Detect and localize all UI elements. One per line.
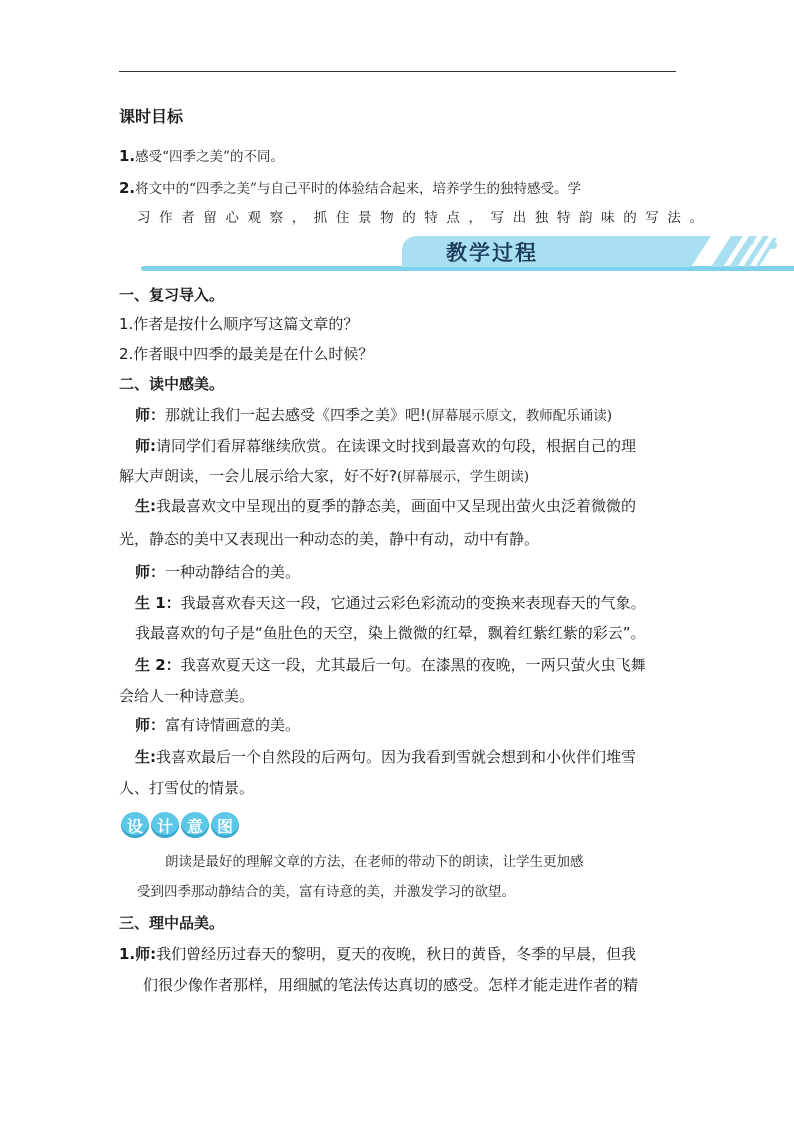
design-intent-text-2: 受到四季那动静结合的美，富有诗意的美，并激发学习的欲望。 [137, 884, 515, 900]
dialogue-line-2 [135, 436, 636, 456]
dialogue-line-12 [135, 747, 636, 767]
dialogue-line-5: 光，静态的美中又表现出一种动态的美，静中有动，动中有静。 [119, 530, 540, 548]
section1-q2: 2.作者眼中四季的最美是在什么时候？ [119, 345, 374, 363]
speaker-teacher: 师： [135, 406, 166, 424]
goals-heading: 课时目标 [119, 107, 184, 126]
goal-1-number: 1. [119, 147, 136, 165]
dialogue-line-1 [135, 405, 612, 426]
dialogue-text: 那就让我们一起去感受《四季之美》吧! [165, 406, 427, 424]
goal-2-text: 将文中的“四季之美”与自己平时的体验结合起来，培养学生的独特感受。学 [135, 181, 581, 197]
dialogue-line-9 [135, 655, 646, 675]
dialogue-text: 我喜欢夏天这一段，尤其最后一句。在漆黑的夜晚，一两只萤火虫飞舞 [180, 656, 646, 674]
stage-note: (屏幕展示原文，教师配乐诵读) [426, 408, 613, 424]
speaker-student: 生: [135, 748, 156, 766]
dialogue-text: 我们曾经历过春天的黎明，夏天的夜晚，秋日的黄昏，冬季的早晨，但我 [156, 945, 637, 963]
speaker-teacher: 师： [135, 716, 166, 734]
speaker-student-1: 生 1： [135, 594, 181, 612]
item-number: 1. [119, 945, 136, 963]
banner-stripes-icon [551, 236, 794, 267]
speaker-teacher: 师: [135, 437, 156, 455]
goal-2-number: 2. [119, 179, 136, 197]
banner-title: 教学过程 [446, 241, 538, 265]
dialogue-line-8: 我最喜欢的句子是“鱼肚色的天空，染上微微的红晕，飘着红紫红紫的彩云”。 [135, 624, 646, 642]
badge-char: 意 [181, 812, 209, 838]
section3-line-1 [119, 944, 636, 964]
goal-2-continuation: 习作者留心观察，抓住景物的特点，写出独特韵味的写法。 [137, 210, 712, 226]
badge-char: 图 [211, 812, 239, 838]
goal-1-text: 感受“四季之美”的不同。 [135, 149, 284, 165]
goal-item-1 [119, 146, 284, 167]
section1-heading: 一、复习导入。 [119, 286, 225, 304]
speaker-teacher: 师： [135, 563, 166, 581]
badge-char: 设 [121, 812, 149, 838]
dialogue-text: 我最喜欢春天这一段，它通过云彩色彩流动的变换来表现春天的气象。 [180, 594, 646, 612]
header-rule [119, 71, 676, 72]
dialogue-text: 我喜欢最后一个自然段的后两句。因为我看到雪就会想到和小伙伴们堆雪 [156, 748, 637, 766]
dialogue-text: 富有诗情画意的美。 [165, 716, 301, 734]
dialogue-text: 请同学们看屏幕继续欣赏。在读课文时找到最喜欢的句段，根据自己的理 [156, 437, 637, 455]
dialogue-line-11 [135, 715, 300, 735]
speaker-student-2: 生 2： [135, 656, 181, 674]
dialogue-text: 解大声朗读，一会儿展示给大家，好不好? [119, 467, 397, 485]
dialogue-line-4 [135, 496, 636, 516]
stage-note: (屏幕展示，学生朗读) [396, 469, 530, 485]
dialogue-line-7 [135, 593, 646, 613]
section1-q1: 1.作者是按什么顺序写这篇文章的？ [119, 315, 359, 333]
dialogue-line-3 [119, 466, 529, 487]
dialogue-line-10: 会给人一种诗意美。 [119, 687, 255, 705]
section2-heading: 二、读中感美。 [119, 375, 225, 393]
design-intent-badge [121, 812, 239, 840]
dialogue-line-13: 人、打雪仗的情景。 [119, 779, 255, 797]
badge-char: 计 [151, 812, 179, 838]
dialogue-text: 我最喜欢文中呈现出的夏季的静态美，画面中又呈现出萤火虫泛着微微的 [156, 497, 637, 515]
teaching-process-banner [141, 236, 794, 272]
goal-item-2 [119, 178, 581, 199]
dialogue-line-6 [135, 562, 300, 582]
design-intent-text-1: 朗读是最好的理解文章的方法，在老师的带动下的朗读，让学生更加感 [165, 854, 584, 870]
section3-line-2: 们很少像作者那样，用细腻的笔法传达真切的感受。怎样才能走进作者的精 [143, 976, 639, 994]
speaker-student: 生: [135, 497, 156, 515]
dialogue-text: 一种动静结合的美。 [165, 563, 301, 581]
section3-heading: 三、理中品美。 [119, 914, 225, 932]
speaker-teacher: 师: [135, 945, 157, 963]
